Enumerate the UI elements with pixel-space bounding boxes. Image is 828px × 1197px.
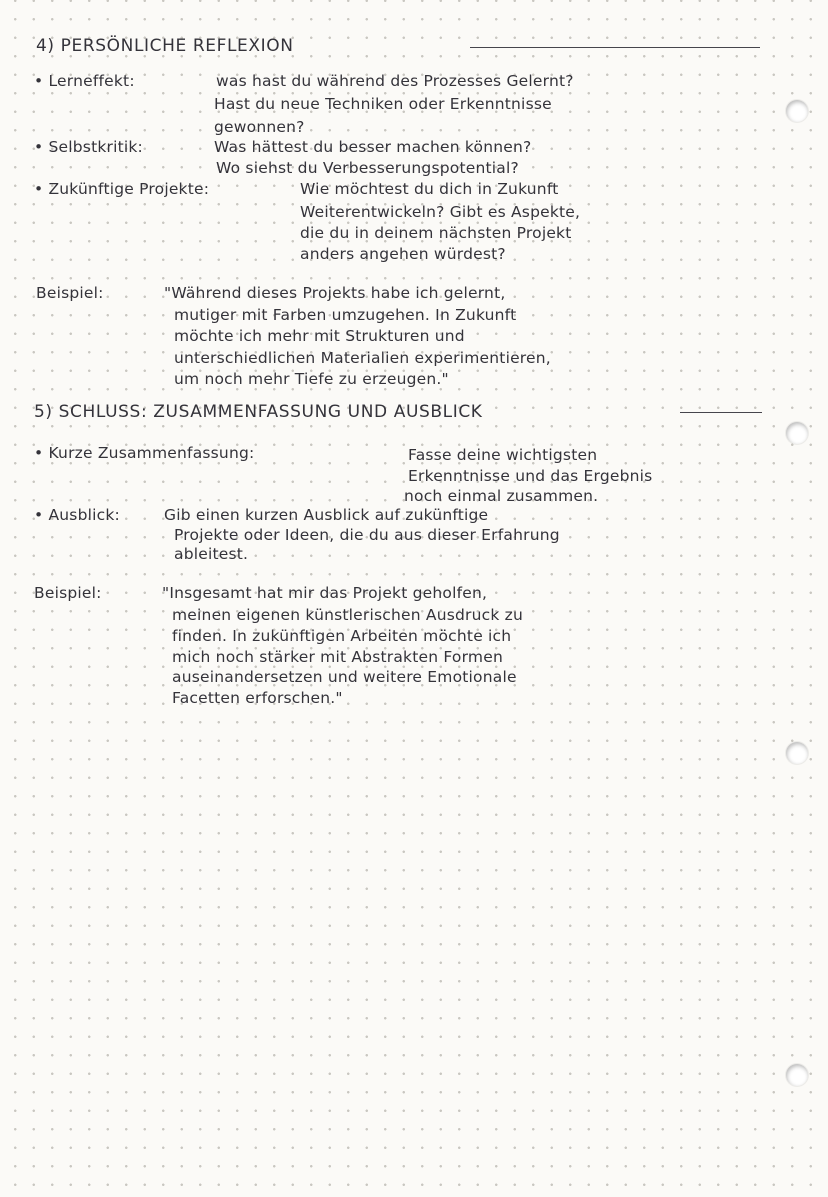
lerneffekt-label: • Lerneffekt:	[34, 72, 135, 90]
beispiel-label: Beispiel:	[34, 584, 102, 602]
selbstkritik-text: Wo siehst du Verbesserungspotential?	[216, 159, 519, 177]
punch-hole	[786, 1064, 808, 1086]
zusammenfassung-text: Erkenntnisse und das Ergebnis	[408, 467, 653, 485]
beispiel-text: auseinandersetzen und weitere Emotionale	[172, 668, 517, 686]
beispiel-text: um noch mehr Tiefe zu erzeugen."	[174, 370, 449, 388]
beispiel-text: finden. In zukünftigen Arbeiten möchte ich	[172, 627, 512, 645]
section-4-title: 4) PERSÖNLICHE REFLEXION	[36, 36, 294, 56]
title-underline	[470, 47, 760, 48]
beispiel-text: Facetten erforschen."	[172, 689, 343, 707]
beispiel-text: "Insgesamt hat mir das Projekt geholfen,	[162, 584, 488, 602]
ausblick-text: ableitest.	[174, 545, 249, 563]
beispiel-label: Beispiel:	[36, 284, 104, 302]
beispiel-text: meinen eigenen künstlerischen Ausdruck zu	[172, 606, 524, 624]
beispiel-text: möchte ich mehr mit Strukturen und	[174, 327, 465, 345]
beispiel-text: "Während dieses Projekts habe ich gelernt,	[164, 284, 506, 302]
beispiel-text: unterschiedlichen Materialien experimentieren,	[174, 349, 551, 367]
punch-hole	[786, 100, 808, 122]
zusammenfassung-text: Fasse deine wichtigsten	[408, 446, 598, 464]
projekte-text: die du in deinem nächsten Projekt	[300, 224, 572, 242]
selbstkritik-text: Was hättest du besser machen können?	[214, 138, 532, 156]
punch-hole	[786, 422, 808, 444]
zusammenfassung-label: • Kurze Zusammenfassung:	[34, 444, 255, 462]
title-underline	[680, 412, 762, 413]
lerneffekt-text: Hast du neue Techniken oder Erkenntnisse	[214, 95, 552, 113]
zusammenfassung-text: noch einmal zusammen.	[404, 487, 599, 505]
section-5-title: 5) SCHLUSS: ZUSAMMENFASSUNG UND AUSBLICK	[34, 402, 483, 422]
punch-hole	[786, 742, 808, 764]
lerneffekt-text: gewonnen?	[214, 118, 305, 136]
beispiel-text: mutiger mit Farben umzugehen. In Zukunft	[174, 306, 517, 324]
projekte-text: anders angehen würdest?	[300, 245, 506, 263]
ausblick-text: Gib einen kurzen Ausblick auf zukünftige	[164, 506, 489, 524]
projekte-label: • Zukünftige Projekte:	[34, 180, 210, 198]
projekte-text: Wie möchtest du dich in Zukunft	[300, 180, 559, 198]
lerneffekt-text: was hast du während des Prozesses Gelernt?	[216, 72, 574, 90]
projekte-text: Weiterentwickeln? Gibt es Aspekte,	[300, 203, 581, 221]
beispiel-text: mich noch stärker mit Abstrakten Formen	[172, 648, 503, 666]
ausblick-label: • Ausblick:	[34, 506, 120, 524]
ausblick-text: Projekte oder Ideen, die du aus dieser Erfahrung	[174, 526, 560, 544]
selbstkritik-label: • Selbstkritik:	[34, 138, 143, 156]
